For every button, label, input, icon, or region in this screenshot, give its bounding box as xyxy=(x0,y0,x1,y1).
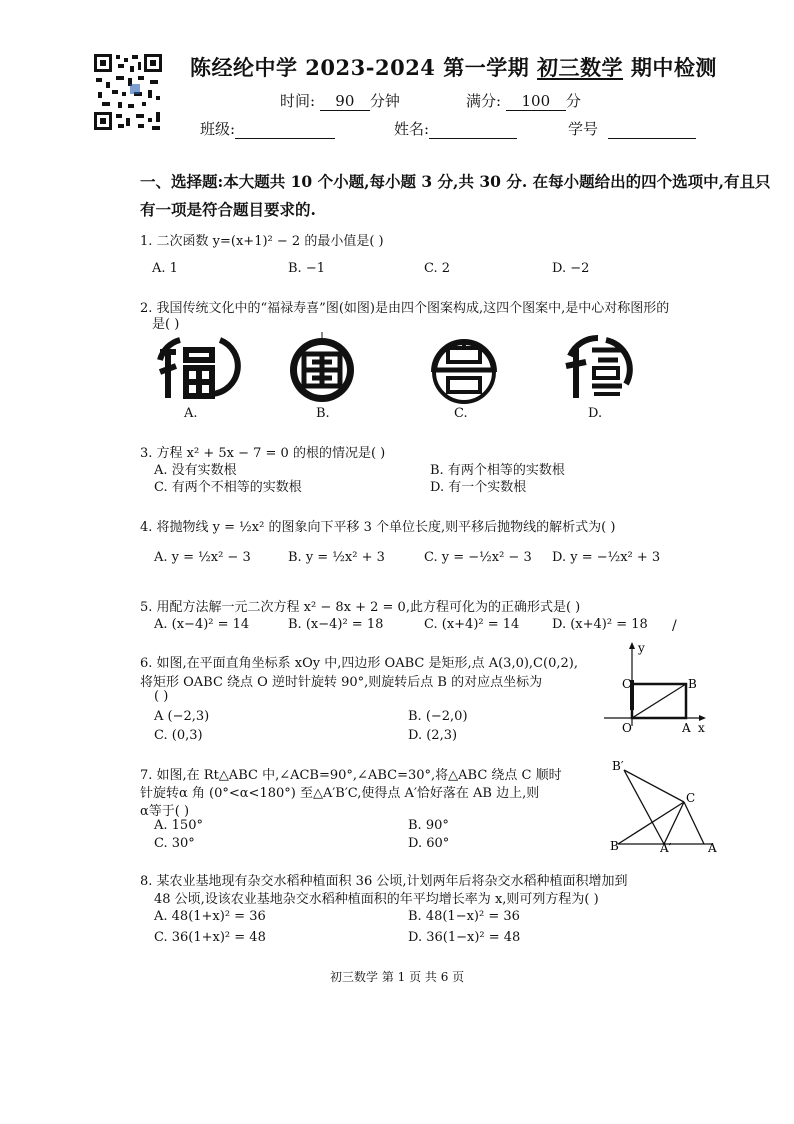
name-label: 姓名: xyxy=(394,120,430,138)
question-7-stem-line3: α等于( ) xyxy=(140,804,190,819)
question-6-stem-line3: ( ) xyxy=(154,689,169,704)
q6-option-b: B. (−2,0) xyxy=(408,709,468,724)
q6-label-a: A xyxy=(682,721,691,735)
q1-option-a: A. 1 xyxy=(152,261,178,276)
score-unit: 分 xyxy=(565,92,581,110)
lu-pattern-icon xyxy=(290,332,354,402)
pencil-mark: / xyxy=(672,618,677,634)
exam-score xyxy=(466,90,581,111)
q7-option-b: B. 90° xyxy=(408,818,449,833)
time-label: 时间: xyxy=(280,92,316,110)
question-7-stem-line1: 7. 如图,在 Rt△ABC 中,∠ACB=90°,∠ABC=30°,将△ABC 绕点 C 顺时 xyxy=(140,768,562,783)
exam-type: 期中检测 xyxy=(623,55,717,80)
q3-option-c: C. 有两个不相等的实数根 xyxy=(154,480,302,495)
q4-option-a: A. y = ½x² − 3 xyxy=(154,550,251,565)
q2-option-b: B. xyxy=(316,406,330,421)
q7-option-d: D. 60° xyxy=(408,836,450,851)
exam-subject: 初三数学 xyxy=(537,55,624,80)
page-footer: 初三数学 第 1 页 共 6 页 xyxy=(330,970,465,984)
shou-pattern-icon xyxy=(434,340,494,402)
q1-option-d: D. −2 xyxy=(552,261,590,276)
question-3-stem: 3. 方程 x² + 5x − 7 = 0 的根的情况是( ) xyxy=(140,446,386,461)
time-unit: 分钟 xyxy=(369,92,400,110)
exam-time xyxy=(280,90,400,111)
fu-pattern-icon xyxy=(160,340,238,398)
q7-option-c: C. 30° xyxy=(154,836,195,851)
question-1-stem: 1. 二次函数 y=(x+1)² − 2 的最小值是( ) xyxy=(140,234,384,249)
q3-option-b: B. 有两个相等的实数根 xyxy=(430,463,565,478)
question-5-stem: 5. 用配方法解一元二次方程 x² − 8x + 2 = 0,此方程可化为的正确形式是( ) xyxy=(140,600,581,615)
name-blank xyxy=(429,122,517,139)
q7-label-b-prime: B′ xyxy=(612,760,624,773)
q3-option-a: A. 没有实数根 xyxy=(154,463,237,478)
q4-option-c: C. y = −½x² − 3 xyxy=(424,550,532,565)
class-field xyxy=(200,118,335,139)
q7-label-c: C xyxy=(686,791,696,805)
q5-option-c: C. (x+4)² = 14 xyxy=(424,617,520,632)
score-value: 100 xyxy=(506,92,566,111)
q6-label-b: B xyxy=(688,677,697,691)
school-year: 陈经纶中学 2023-2024 第一学期 xyxy=(190,55,538,80)
q2-figures xyxy=(150,332,650,412)
question-7-stem-line2: 针旋转α 角 (0°<α<180°) 至△A′B′C,使得点 A′恰好落在 AB 边上,则 xyxy=(140,786,540,801)
q4-option-d: D. y = −½x² + 3 xyxy=(552,550,661,565)
question-2-stem-line2: 是( ) xyxy=(152,317,180,332)
q1-option-b: B. −1 xyxy=(288,261,325,276)
class-label: 班级: xyxy=(200,120,236,138)
q2-option-c: C. xyxy=(454,406,468,421)
q7-label-a-prime: A′ xyxy=(660,841,672,852)
score-label: 满分: xyxy=(466,92,502,110)
question-8-stem-line2: 48 公顷,设该农业基地杂交水稻种植面积的年平均增长率为 x,则可列方程为( ) xyxy=(154,892,599,907)
question-2-stem-line1: 2. 我国传统文化中的“福禄寿喜”图(如图)是由四个图案构成,这四个图案中,是中心对称图形的 xyxy=(140,301,670,316)
name-field xyxy=(394,118,517,139)
question-6-stem-line1: 6. 如图,在平面直角坐标系 xOy 中,四边形 OABC 是矩形,点 A(3,0),C(0,2), xyxy=(140,656,578,671)
q7-option-a: A. 150° xyxy=(154,818,203,833)
question-6-stem-line2: 将矩形 OABC 绕点 O 逆时针旋转 90°,则旋转后点 B 的对应点坐标为 xyxy=(140,675,543,690)
q3-option-d: D. 有一个实数根 xyxy=(430,480,527,495)
q6-label-o: O xyxy=(622,721,632,735)
question-4-stem: 4. 将抛物线 y = ½x² 的图象向下平移 3 个单位长度,则平移后抛物线的解析式为( ) xyxy=(140,520,616,535)
id-field xyxy=(568,118,696,139)
q7-label-a: A xyxy=(708,841,717,852)
q8-option-d: D. 36(1−x)² = 48 xyxy=(408,930,521,945)
q8-option-b: B. 48(1−x)² = 36 xyxy=(408,909,520,924)
q6-option-c: C. (0,3) xyxy=(154,728,203,743)
time-value: 90 xyxy=(320,92,370,111)
q2-option-a: A. xyxy=(184,406,198,421)
q6-option-a: A (−2,3) xyxy=(154,709,210,724)
q6-label-x: x xyxy=(698,721,705,735)
exam-title xyxy=(190,52,717,82)
q2-option-d: D. xyxy=(588,406,603,421)
question-8-stem-line1: 8. 某农业基地现有杂交水稻种植面积 36 公顷,计划两年后将杂交水稻种植面积增加到 xyxy=(140,874,628,889)
q6-label-c: C xyxy=(622,677,632,691)
class-blank xyxy=(235,122,335,139)
q6-label-y: y xyxy=(638,641,645,655)
q7-triangle-figure xyxy=(600,760,730,852)
q6-option-d: D. (2,3) xyxy=(408,728,458,743)
qr-code xyxy=(92,52,164,132)
q7-label-b: B xyxy=(610,839,619,852)
q5-option-b: B. (x−4)² = 18 xyxy=(288,617,384,632)
xi-pattern-icon xyxy=(566,338,630,398)
q6-coordinate-figure xyxy=(600,640,710,740)
q4-option-b: B. y = ½x² + 3 xyxy=(288,550,385,565)
id-label: 学号 xyxy=(568,120,599,138)
q8-option-a: A. 48(1+x)² = 36 xyxy=(154,909,266,924)
q5-option-a: A. (x−4)² = 14 xyxy=(154,617,250,632)
q8-option-c: C. 36(1+x)² = 48 xyxy=(154,930,266,945)
id-blank xyxy=(608,122,696,139)
q1-option-c: C. 2 xyxy=(424,261,451,276)
q5-option-d: D. (x+4)² = 18 xyxy=(552,617,648,632)
section-heading: 一、选择题:本大题共 10 个小题,每小题 3 分,共 30 分. 在每小题给出的四个选项中,有且只有一项是符合题目要求的. xyxy=(140,172,771,219)
